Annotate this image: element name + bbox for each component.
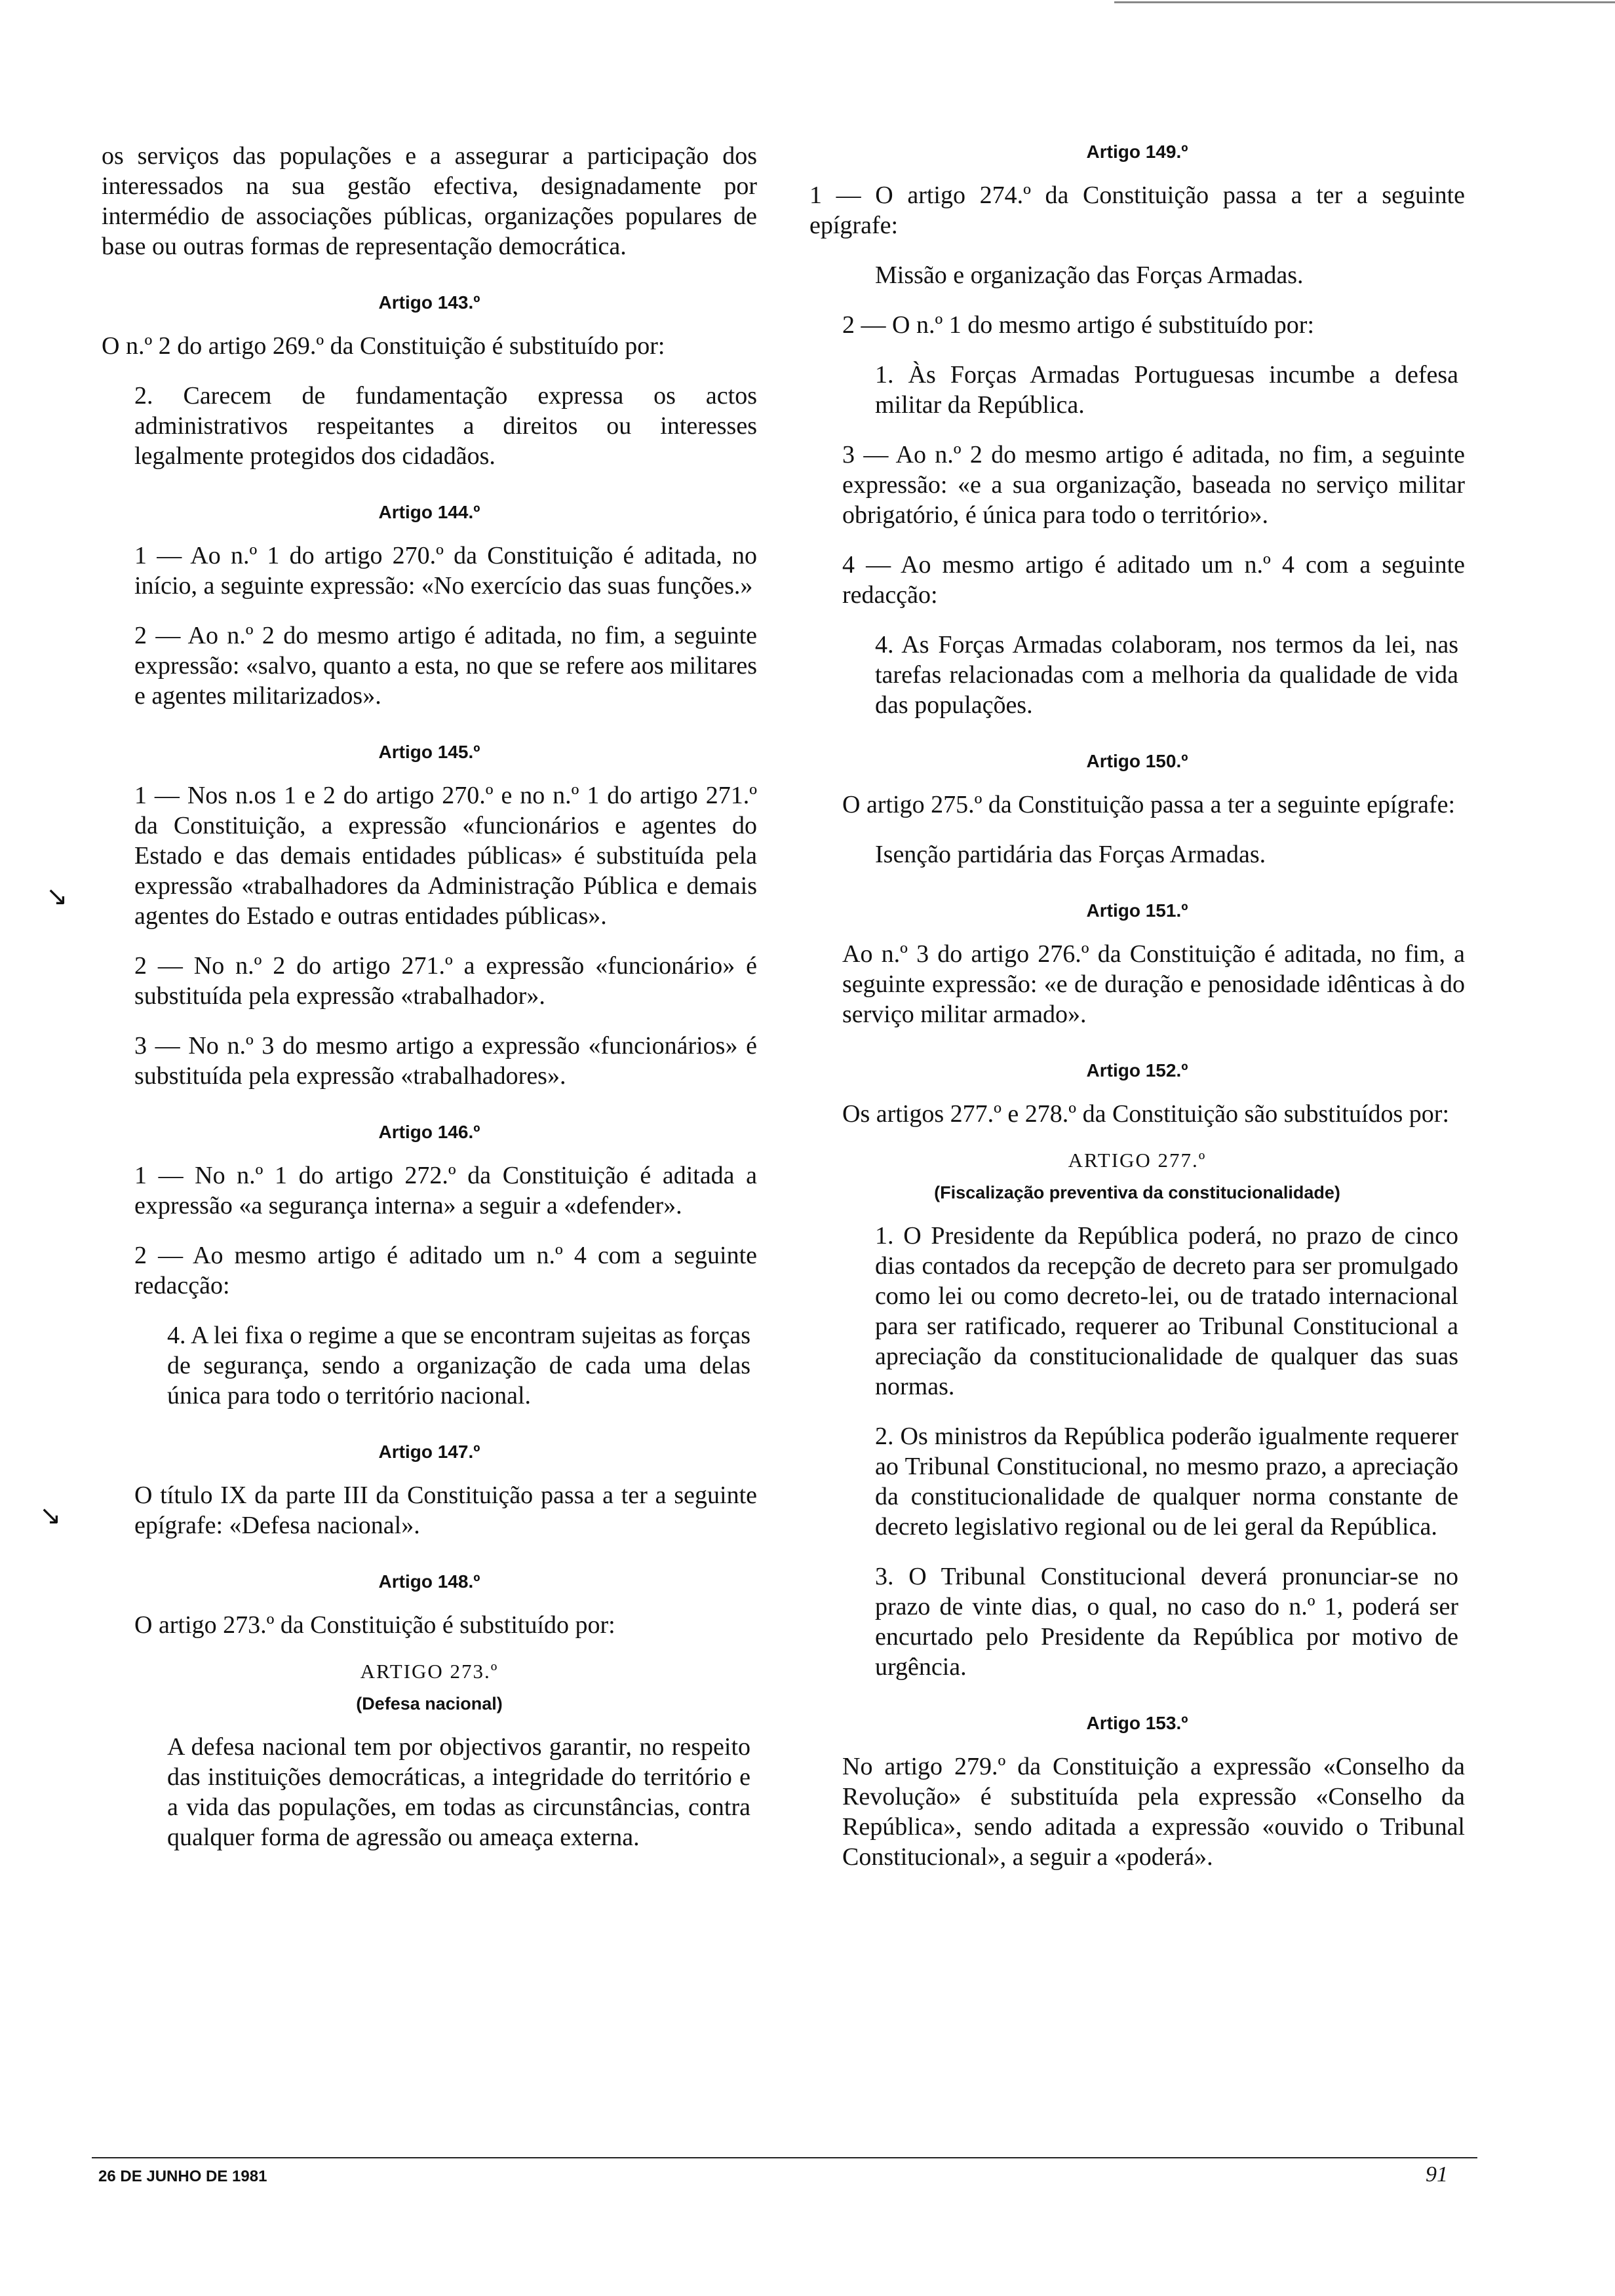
article-heading: Artigo 153.º	[1086, 1713, 1188, 1733]
paragraph: 3 — Ao n.º 2 do mesmo artigo é aditada, no fim, a seguinte expressão: «e a sua organização, baseada no serviço militar obrigatório, é única para todo o território».	[842, 441, 1465, 529]
paragraph: 1 — Nos n.os 1 e 2 do artigo 270.º e no n.º 1 do artigo 271.º da Constituição, a expressão «funcionários e agentes do Estado e das demais entidades públicas» é substituída pela expressão «trabalhadores da Administração Pública e demais agentes do Estado e outras entidades públicas».	[134, 782, 757, 930]
footer-date: 26 DE JUNHO DE 1981	[98, 2168, 267, 2185]
paragraph: os serviços das populações e a assegurar a participação dos interessados na sua gestão efectiva, designadamente por intermédio de associações públicas, organizações populares de base ou outras formas de representação democrática.	[102, 142, 757, 260]
paragraph: 1 — No n.º 1 do artigo 272.º da Constituição é aditada a expressão «a segurança interna» a seguir a «defender».	[134, 1162, 757, 1219]
paragraph: O artigo 273.º da Constituição é substituído por:	[134, 1611, 615, 1639]
quoted-paragraph: 1. Às Forças Armadas Portuguesas incumbe a defesa militar da República.	[875, 361, 1458, 419]
paragraph: 2 — O n.º 1 do mesmo artigo é substituído por:	[842, 311, 1315, 339]
article-heading: Artigo 150.º	[1086, 751, 1188, 771]
paragraph: 4 — Ao mesmo artigo é aditado um n.º 4 com a seguinte redacção:	[842, 551, 1465, 609]
paragraph: O título IX da parte III da Constituição passa a ter a seguinte epígrafe: «Defesa nacional».	[134, 1482, 757, 1539]
top-edge-rule	[1114, 1, 1615, 3]
quoted-paragraph: 1. O Presidente da República poderá, no prazo de cinco dias contados da recepção de decreto para ser promulgado como lei ou como decreto-lei, ou de tratado internacional para ser ratificado, requerer ao Tribunal Constitucional a apreciação da constitucionalidade de qualquer das suas normas.	[875, 1222, 1458, 1400]
article-heading: Artigo 147.º	[378, 1442, 480, 1462]
right-column	[809, 141, 1465, 1892]
quoted-paragraph: 4. A lei fixa o regime a que se encontram sujeitas as forças de segurança, sendo a organização de cada uma delas única para todo o território nacional.	[167, 1322, 750, 1409]
constitution-article-title: (Defesa nacional)	[356, 1694, 503, 1713]
article-heading: Artigo 152.º	[1086, 1060, 1188, 1081]
paragraph: O n.º 2 do artigo 269.º da Constituição é substituído por:	[102, 332, 665, 360]
quoted-paragraph: 3. O Tribunal Constitucional deverá pronunciar-se no prazo de vinte dias, o qual, no caso do n.º 1, poderá ser encurtado pelo Presidente da República por motivo de urgência.	[875, 1563, 1458, 1681]
article-heading: Artigo 145.º	[378, 742, 480, 762]
paragraph: No artigo 279.º da Constituição a expressão «Conselho da Revolução» é substituída pela expressão «Conselho da República», sendo aditada a expressão «ouvido o Tribunal Constitucional», a seguir a «poderá».	[842, 1753, 1465, 1871]
paragraph: 2 — No n.º 2 do artigo 271.º a expressão «funcionário» é substituída pela expressão «trabalhador».	[134, 952, 757, 1010]
paragraph: 2 — Ao n.º 2 do mesmo artigo é aditada, no fim, a seguinte expressão: «salvo, quanto a esta, no que se refere aos militares e agentes militarizados».	[134, 622, 757, 710]
page-number: 91	[1426, 2162, 1448, 2187]
left-column	[102, 141, 757, 1872]
footer-divider	[92, 2157, 1477, 2158]
paragraph: 3 — No n.º 3 do mesmo artigo a expressão «funcionários» é substituída pela expressão «trabalhadores».	[134, 1032, 757, 1090]
paragraph: 1 — O artigo 274.º da Constituição passa a ter a seguinte epígrafe:	[809, 182, 1465, 239]
quoted-paragraph: A defesa nacional tem por objectivos garantir, no respeito das instituições democráticas, a integridade do território e a vida das populações, em todas as circunstâncias, contra qualquer forma de agressão ou ameaça externa.	[167, 1733, 750, 1851]
quoted-paragraph: 4. As Forças Armadas colaboram, nos termos da lei, nas tarefas relacionadas com a melhoria da qualidade de vida das populações.	[875, 631, 1458, 719]
quoted-paragraph: 2. Os ministros da República poderão igualmente requerer ao Tribunal Constitucional, no mesmo prazo, a apreciação da constitucionalidade de qualquer norma constante de decreto legislativo regional ou de lei geral da República.	[875, 1423, 1458, 1540]
article-heading: Artigo 143.º	[378, 292, 480, 313]
constitution-article-label: ARTIGO 273.º	[360, 1660, 499, 1683]
paragraph: Ao n.º 3 do artigo 276.º da Constituição é aditada, no fim, a seguinte expressão: «e de duração e penosidade idênticas à do serviço militar armado».	[842, 940, 1465, 1028]
paragraph: 2 — Ao mesmo artigo é aditado um n.º 4 com a seguinte redacção:	[134, 1242, 757, 1299]
paragraph: Os artigos 277.º e 278.º da Constituição são substituídos por:	[842, 1100, 1450, 1128]
margin-arrow-mark: ↘	[39, 1501, 62, 1531]
article-heading: Artigo 149.º	[1086, 142, 1188, 162]
constitution-article-label: ARTIGO 277.º	[1068, 1149, 1207, 1172]
quoted-paragraph: 2. Carecem de fundamentação expressa os actos administrativos respeitantes a direitos ou interesses legalmente protegidos dos cidadãos.	[134, 382, 757, 470]
paragraph: 1 — Ao n.º 1 do artigo 270.º da Constituição é aditada, no início, a seguinte expressão: «No exercício das suas funções.»	[134, 542, 757, 600]
quoted-paragraph: Isenção partidária das Forças Armadas.	[875, 841, 1266, 868]
article-heading: Artigo 146.º	[378, 1122, 480, 1142]
margin-arrow-mark: ↘	[46, 881, 68, 911]
article-heading: Artigo 148.º	[378, 1571, 480, 1592]
paragraph: O artigo 275.º da Constituição passa a ter a seguinte epígrafe:	[842, 791, 1456, 818]
quoted-paragraph: Missão e organização das Forças Armadas.	[875, 261, 1304, 289]
constitution-article-title: (Fiscalização preventiva da constitucionalidade)	[934, 1183, 1340, 1202]
article-heading: Artigo 144.º	[378, 502, 480, 522]
article-heading: Artigo 151.º	[1086, 900, 1188, 921]
